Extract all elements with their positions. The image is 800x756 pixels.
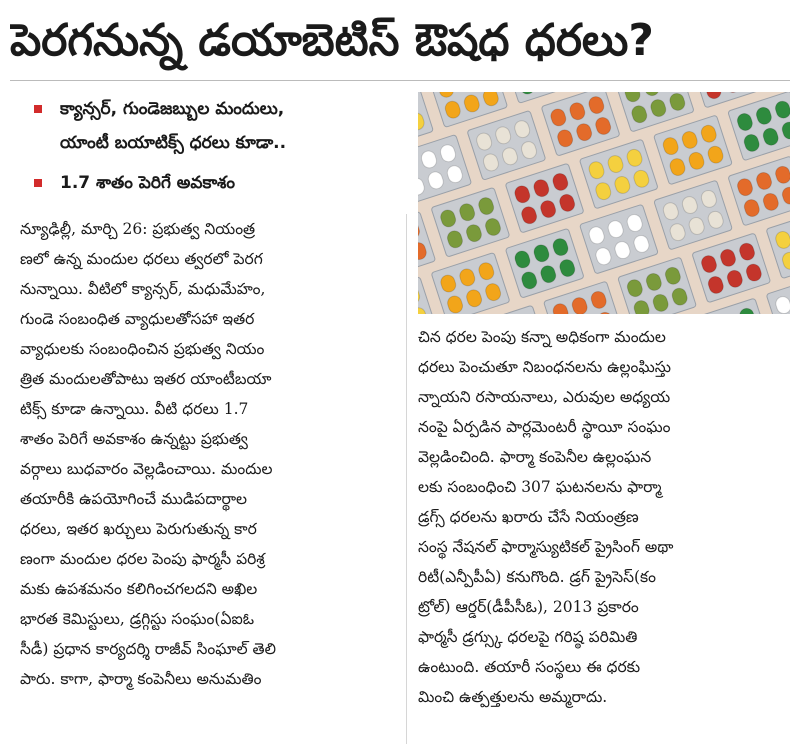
article-line: న్నాయని రసాయనాలు, ఎరువుల అధ్యయ <box>418 388 671 406</box>
headline-rule <box>10 80 790 81</box>
article-line: టిక్స్ కూడా ఉన్నాయి. వీటి ధరలు 1.7 <box>20 400 249 418</box>
article-line: సీడీ) ప్రధాన కార్యదర్శి రాజీవ్ సింఘాల్ తెలి <box>20 640 276 658</box>
article-line: ట్రోల్) ఆర్డర్(డీపీసీఓ), 2013 ప్రకారం <box>418 598 639 616</box>
article-line: లకు సంబంధించి 307 ఘటనలను ఫార్మా <box>418 478 662 496</box>
highlight-line: క్యాన్సర్, గుండెజబ్బుల మందులు, <box>60 99 285 119</box>
article-line: ధరలు పెంచుతూ నిబంధనలను ఉల్లంఘిస్తు <box>418 358 671 376</box>
article-line: మించి ఉత్పత్తులను అమ్మరాదు. <box>418 688 608 706</box>
article-line: ణలో ఉన్న మందుల ధరలు త్వరలో పెరగ <box>20 250 263 268</box>
column-divider <box>406 214 407 744</box>
article-line: సంస్థ నేషనల్ ఫార్మాస్యుటికల్ ప్రైసింగ్ అథా <box>418 538 674 556</box>
bullet-square-icon <box>34 105 42 113</box>
article-line: ఫార్మసీ డ్రగ్స్కు ధరలపై గరిష్ఠ పరిమితి <box>418 628 638 646</box>
article-column-right <box>418 322 793 742</box>
blister-packs-illustration <box>418 92 790 314</box>
highlight-line: 1.7 శాతం పెరిగే అవకాశం <box>60 173 236 193</box>
headline: పెరగనున్న డయాబెటిస్ ఔషధ ధరలు? <box>10 15 654 66</box>
article-line: రిటీ(ఎన్పీపీఏ) కనుగొంది. డ్రగ్ ప్రైసెస్(కం <box>418 568 656 586</box>
highlights-list <box>30 92 410 206</box>
article-line: డ్రగ్స్ ధరలను ఖరారు చేసే నియంత్రణ <box>418 508 639 526</box>
article-line: చిన ధరల పెంపు కన్నా అధికంగా మందుల <box>418 328 666 346</box>
blister-pack <box>692 298 771 314</box>
article-line: నున్నాయి. వీటిలో క్యాన్సర్, మధుమేహం, <box>20 280 266 298</box>
article-line: శాతం పెరిగే అవకాశం ఉన్నట్టు ప్రభుత్వ <box>20 430 248 448</box>
medicine-blister-packs-photo <box>418 92 790 314</box>
article-column-left <box>20 214 395 744</box>
article-line: వ్యాధులకు సంబంధించిన ప్రభుత్వ నియం <box>20 340 265 358</box>
article-line: గుండె సంబంధిత వ్యాధులతోసహా ఇతర <box>20 310 255 328</box>
article-line: ధరలు, ఇతర ఖర్చులు పెరుగుతున్న కార <box>20 520 257 538</box>
bullet-square-icon <box>34 179 42 187</box>
article-line: వర్గాలు బుధవారం వెల్లడించాయి. మందుల <box>20 460 273 478</box>
article-line: న్యూఢిల్లీ, మార్చి 26: ప్రభుత్వ నియంత్ర <box>20 220 256 238</box>
article-line: భారత కెమిస్టులు, డ్రగ్గిస్టు సంఘం(ఏఐఓ <box>20 610 255 628</box>
article-line: పారు. కాగా, ఫార్మా కంపెనీలు అనుమతిం <box>20 670 262 688</box>
highlight-item <box>30 92 410 160</box>
article-line: వెల్లడించింది. ఫార్మా కంపెనీల ఉల్లంఘన <box>418 448 652 466</box>
article-line: నంపై ఏర్పడిన పార్లమెంటరీ స్థాయీ సంఘం <box>418 418 671 436</box>
highlight-item <box>30 166 410 200</box>
highlight-line: యాంటీ బయాటిక్స్ ధరలు కూడా.. <box>60 133 287 153</box>
article-line: తయారీకి ఉపయోగించే ముడిపదార్థాల <box>20 490 247 508</box>
article-line: మకు ఉపశమనం కలిగించగలదని అఖిల <box>20 580 258 598</box>
article-line: ఉంటుంది. తయారీ సంస్థలు ఈ ధరకు <box>418 658 641 676</box>
article-line: ణంగా మందుల ధరల పెంపు ఫార్మసీ పరిశ్ర <box>20 550 265 568</box>
article-line: త్రిత మందులతోపాటు ఇతర యాంటీబయా <box>20 370 272 388</box>
